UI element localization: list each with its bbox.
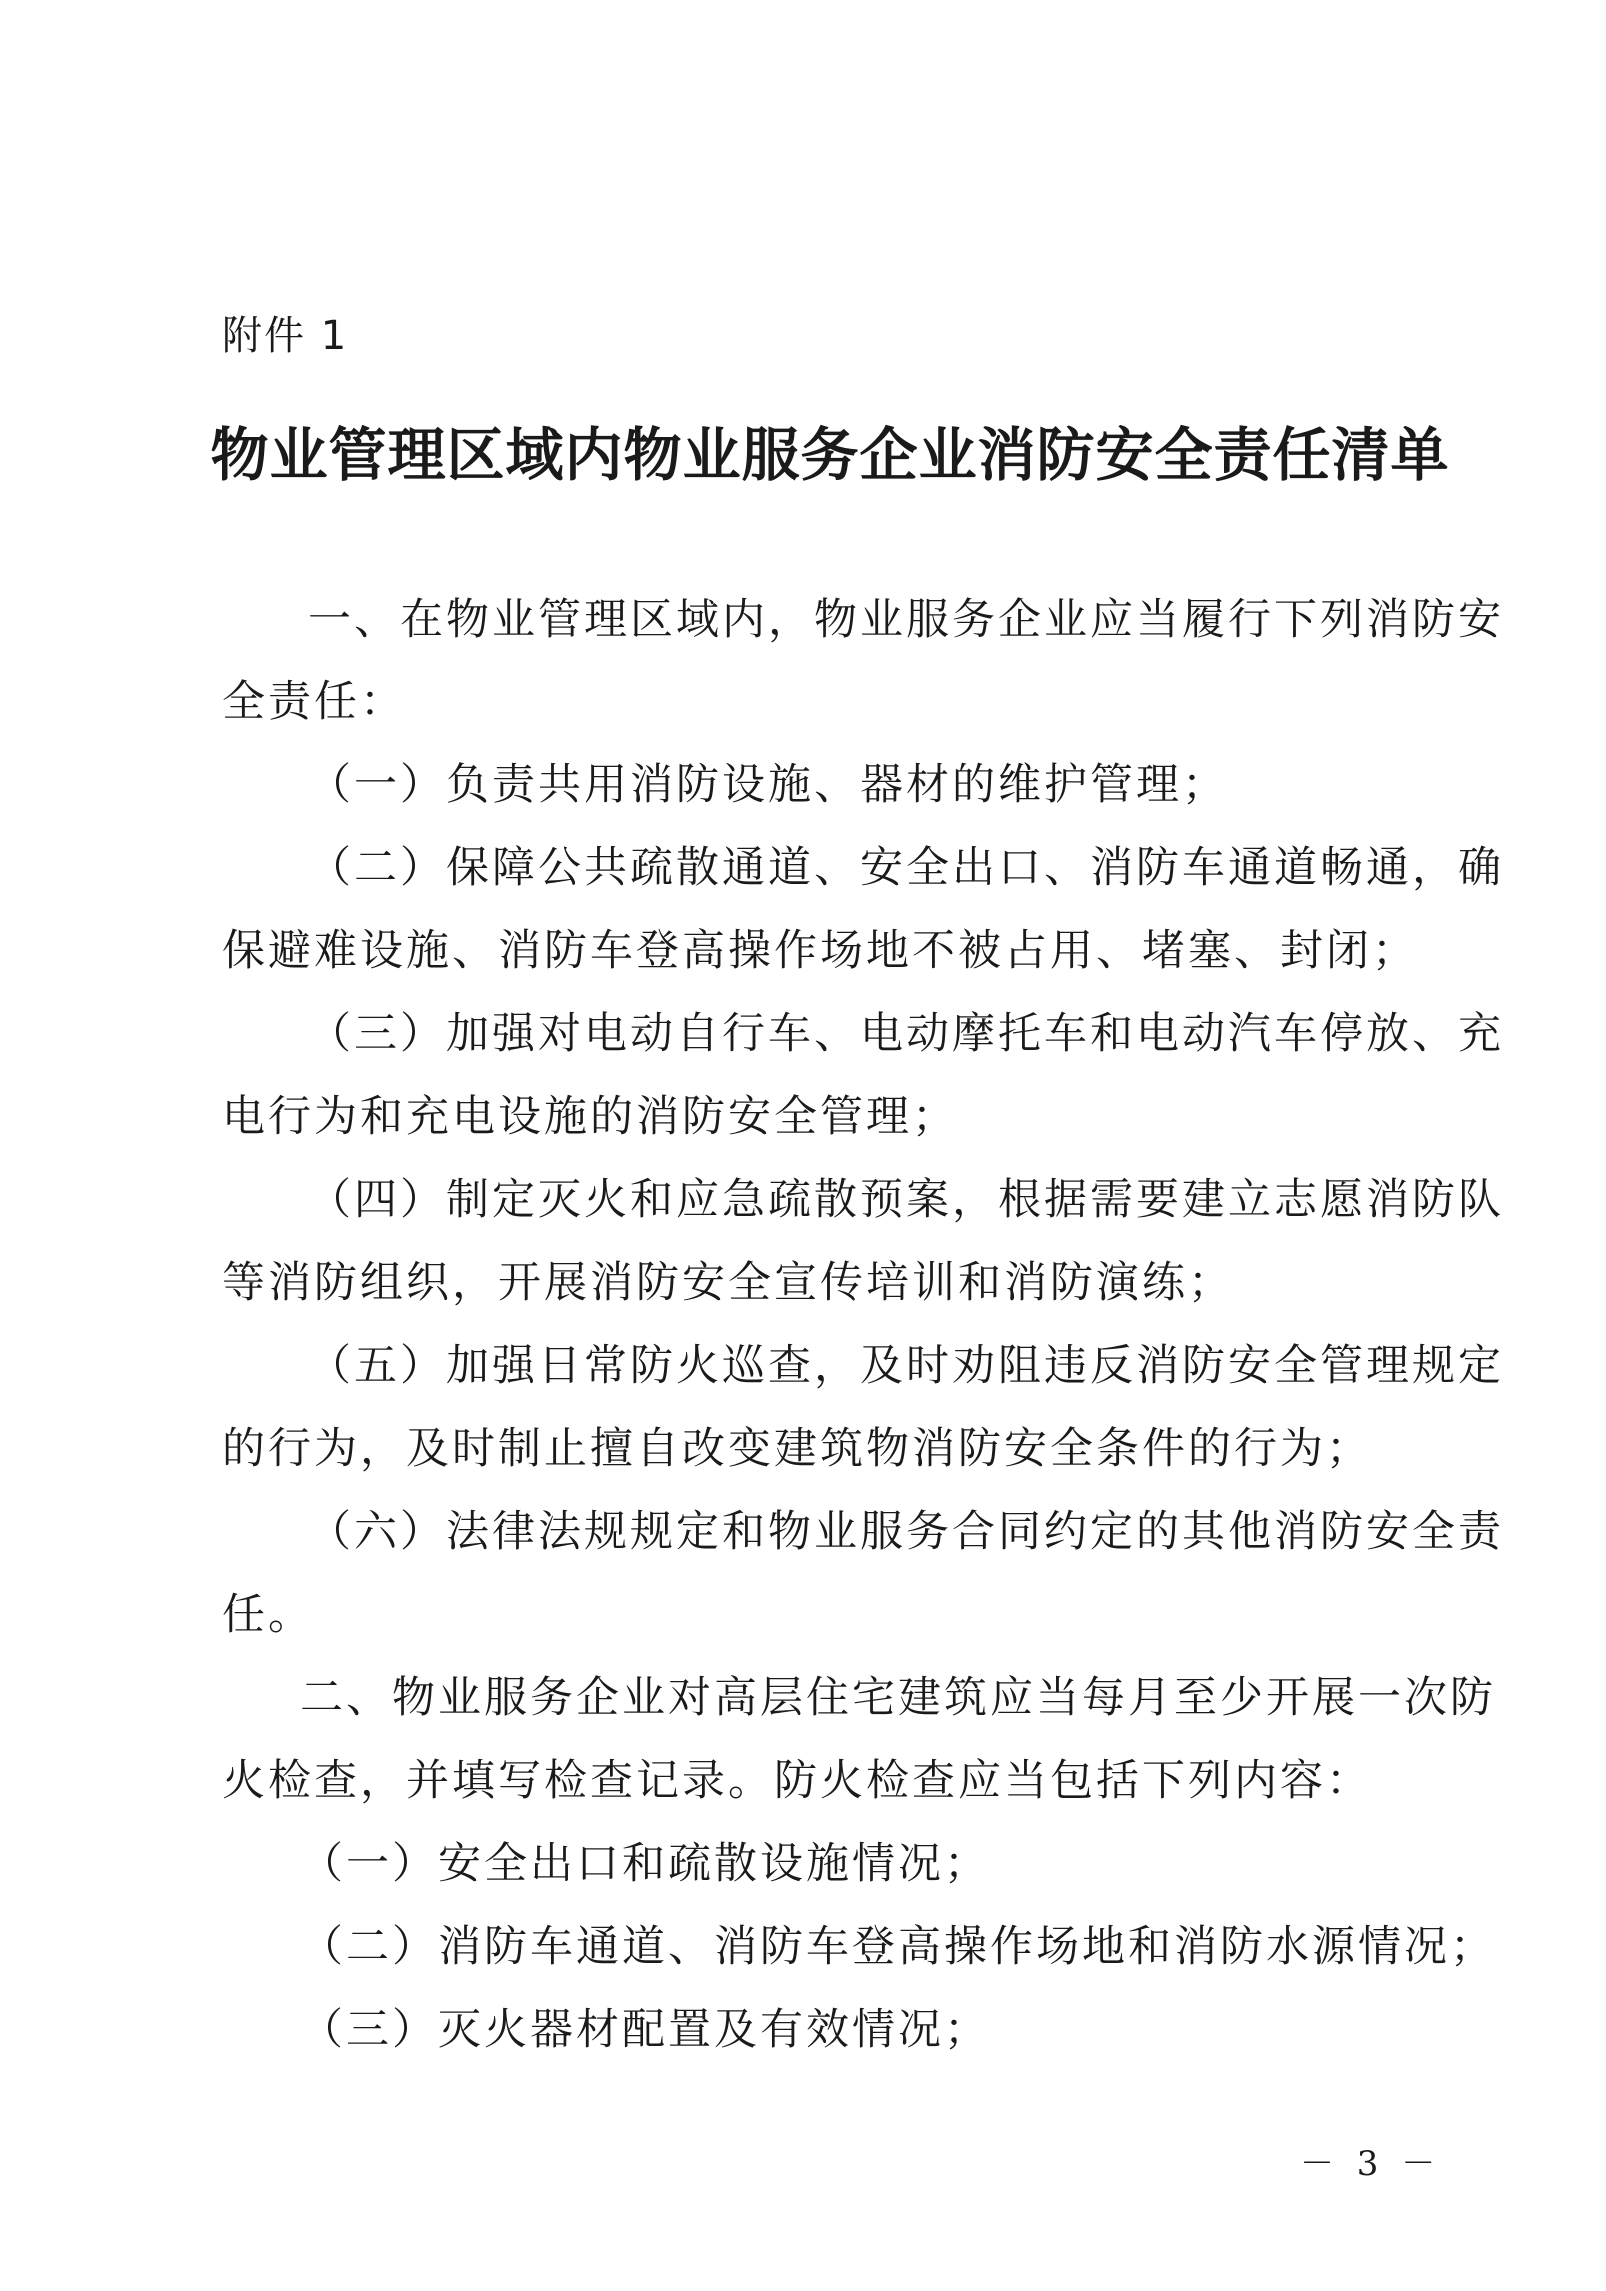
item-1-5-line-1: （五）加强日常防火巡查，及时劝阻违反消防安全管理规定 (308, 1341, 1504, 1391)
item-1-4-line-1: （四）制定灭火和应急疏散预案，根据需要建立志愿消防队 (308, 1175, 1504, 1225)
paragraph-1-line-2: 全责任： (222, 677, 406, 727)
item-1-2-line-2: 保避难设施、消防车登高操作场地不被占用、堵塞、封闭； (222, 926, 1418, 976)
item-2-1-line-1: （一）安全出口和疏散设施情况； (300, 1839, 990, 1889)
paragraph-1-line-1: 一、在物业管理区域内，物业服务企业应当履行下列消防安 (308, 595, 1504, 645)
attachment-label: 附件 1 (222, 313, 349, 359)
document-title: 物业管理区域内物业服务企业消防安全责任清单 (210, 421, 1450, 489)
item-1-6-line-1: （六）法律法规规定和物业服务合同约定的其他消防安全责 (308, 1507, 1504, 1557)
item-2-3-line-1: （三）灭火器材配置及有效情况； (300, 2005, 990, 2055)
item-1-2-line-1: （二）保障公共疏散通道、安全出口、消防车通道畅通，确 (308, 843, 1504, 893)
page-number: － 3 － (1300, 2144, 1442, 2184)
paragraph-2-line-2: 火检查，并填写检查记录。防火检查应当包括下列内容： (222, 1756, 1372, 1806)
item-1-3-line-2: 电行为和充电设施的消防安全管理； (222, 1092, 958, 1142)
item-1-4-line-2: 等消防组织，开展消防安全宣传培训和消防演练； (222, 1258, 1234, 1308)
paragraph-2-line-1: 二、物业服务企业对高层住宅建筑应当每月至少开展一次防 (300, 1673, 1496, 1723)
item-1-3-line-1: （三）加强对电动自行车、电动摩托车和电动汽车停放、充 (308, 1009, 1504, 1059)
item-1-6-line-2: 任。 (222, 1590, 314, 1640)
item-1-1-line-1: （一）负责共用消防设施、器材的维护管理； (308, 760, 1228, 810)
item-2-2-line-1: （二）消防车通道、消防车登高操作场地和消防水源情况； (300, 1922, 1496, 1972)
item-1-5-line-2: 的行为，及时制止擅自改变建筑物消防安全条件的行为； (222, 1424, 1372, 1474)
